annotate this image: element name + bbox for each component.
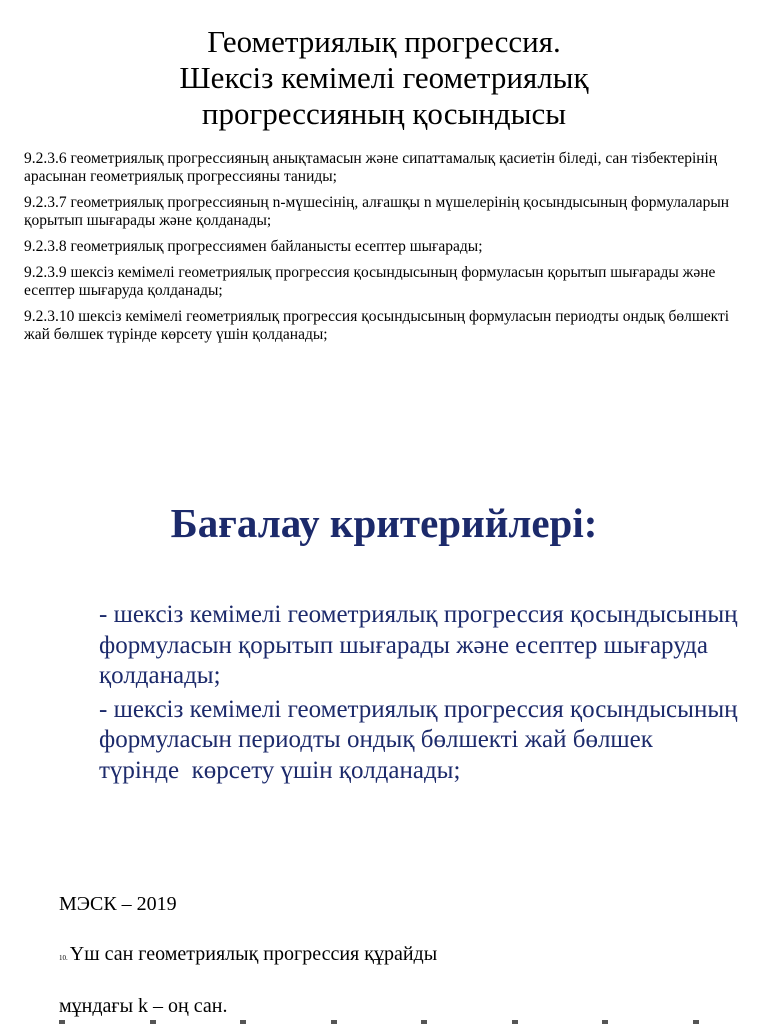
source-label: МЭСК – 2019 <box>59 893 177 915</box>
criteria-item: - шексіз кемімелі геометриялық прогрессия қосындысының формуласын периодты ондық бөлшекті жай бөлшек түрінде көрсету үшін қолданады; <box>99 695 744 784</box>
criteria-item: - шексіз кемімелі геометриялық прогрессия қосындысының формуласын қорытып шығарады және есептер шығаруда қолданады; <box>99 601 744 689</box>
assessment-criteria-list <box>99 600 744 789</box>
objective-item: 9.2.3.6 геометриялық прогрессияның анықтамасын және сипаттамалық қасиетін біледі, сан тізбектерінің арасынан геометриялық прогрессияны таниды; <box>24 150 718 185</box>
problem-condition: мұндағы k – оң сан. <box>59 995 228 1017</box>
objective-item: 9.2.3.9 шексіз кемімелі геометриялық прогрессия қосындысының формуласын қорытып шығарады және есептер шығаруда қолданады; <box>24 264 716 299</box>
objective-item: 9.2.3.10 шексіз кемімелі геометриялық прогрессия қосындысының формуласын периодты ондық бөлшекті жай бөлшек түрінде көрсету үшін қолданады; <box>24 308 730 343</box>
title-line-1: Геометриялық прогрессия. <box>207 24 561 59</box>
assessment-criteria-heading: Бағалау критерийлері: <box>170 500 598 546</box>
title-line-2: Шексіз кемімелі геометриялық <box>179 60 589 95</box>
objective-item: 9.2.3.7 геометриялық прогрессияның n-мүшесінің, алғашқы n мүшелерінің қосындысының формулаларын қорытып шығарады және қолданады; <box>24 194 730 229</box>
title-line-3: прогрессияның қосындысы <box>201 96 567 131</box>
cropped-formula-row <box>59 1020 699 1024</box>
learning-objectives-list <box>24 150 754 352</box>
problem-statement <box>59 942 437 970</box>
problem-text: Үш сан геометриялық прогрессия құрайды <box>69 943 438 965</box>
page-title <box>0 24 768 132</box>
objective-item: 9.2.3.8 геометриялық прогрессиямен байланысты есептер шығарады; <box>24 238 483 255</box>
problem-number: 10. <box>59 954 68 962</box>
